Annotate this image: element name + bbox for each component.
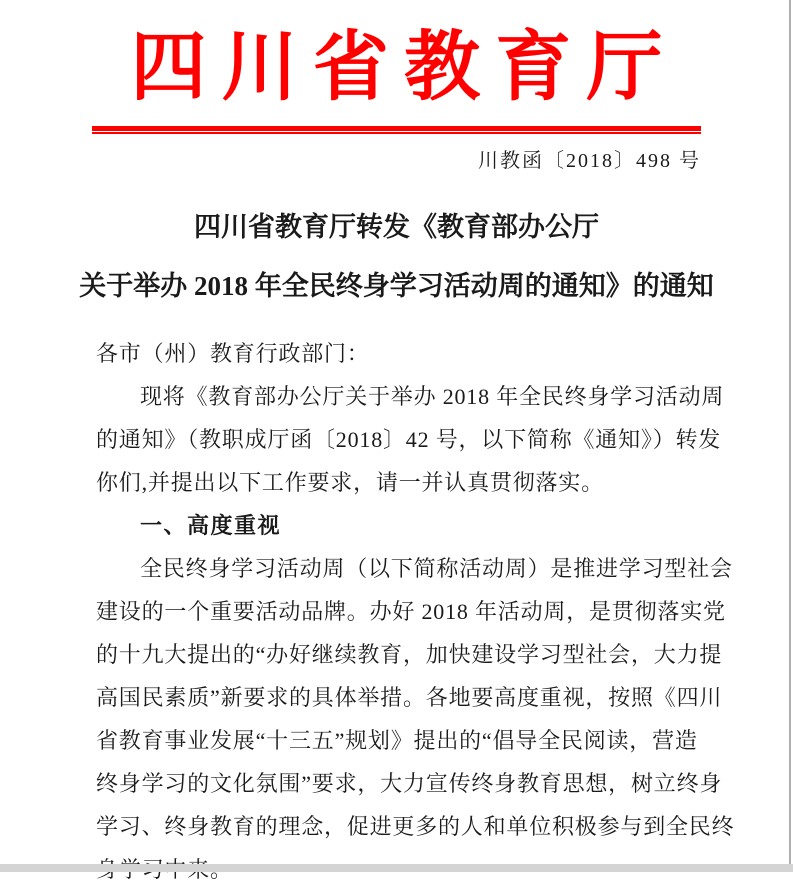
paragraph-2-line-2: 建设的一个重要活动品牌。办好 2018 年活动周，是贯彻落实党 bbox=[96, 599, 726, 624]
paragraph-2-line-6: 终身学习的文化氛围”要求，大力宣传终身教育思想，树立终身 bbox=[96, 771, 723, 796]
paragraph-2-line-1: 全民终身学习活动周（以下简称活动周）是推进学习型社会 bbox=[140, 556, 733, 581]
salutation: 各市（州）教育行政部门： bbox=[96, 341, 370, 366]
paragraph-1-line-3: 你们,并提出以下工作要求，请一并认真贯彻落实。 bbox=[96, 470, 604, 495]
paragraph-2-line-4: 高国民素质”新要求的具体举措。各地要高度重视，按照《四川 bbox=[96, 685, 723, 710]
paragraph-1-line-1: 现将《教育部办公厅关于举办 2018 年全民终身学习活动周 bbox=[140, 384, 725, 409]
red-separator-line bbox=[92, 126, 701, 134]
document-title bbox=[40, 198, 753, 316]
document-number: 川教函〔2018〕498 号 bbox=[478, 150, 701, 172]
paragraph-1-line-2: 的通知》（教职成厅函〔2018〕42 号，以下简称《通知》）转发 bbox=[96, 427, 722, 452]
page-right-edge bbox=[789, 0, 791, 866]
paragraph-2-line-3: 的十九大提出的“办好继续教育，加快建设学习型社会，大力提 bbox=[96, 642, 723, 667]
agency-letterhead: 四川省教育厅 bbox=[130, 26, 678, 110]
page-bottom-edge bbox=[0, 864, 793, 872]
document-body bbox=[96, 332, 735, 891]
document-title-line-2: 关于举办 2018 年全民终身学习活动周的通知》的通知 bbox=[79, 271, 714, 301]
section-1-heading: 一、高度重视 bbox=[140, 513, 282, 538]
paragraph-2-line-5: 省教育事业发展“十三五”规划》提出的“倡导全民阅读，营造 bbox=[96, 728, 698, 753]
paragraph-2-line-7: 学习、终身教育的理念，促进更多的人和单位积极参与到全民终 bbox=[96, 814, 735, 839]
document-title-line-1: 四川省教育厅转发《教育部办公厅 bbox=[194, 212, 599, 242]
